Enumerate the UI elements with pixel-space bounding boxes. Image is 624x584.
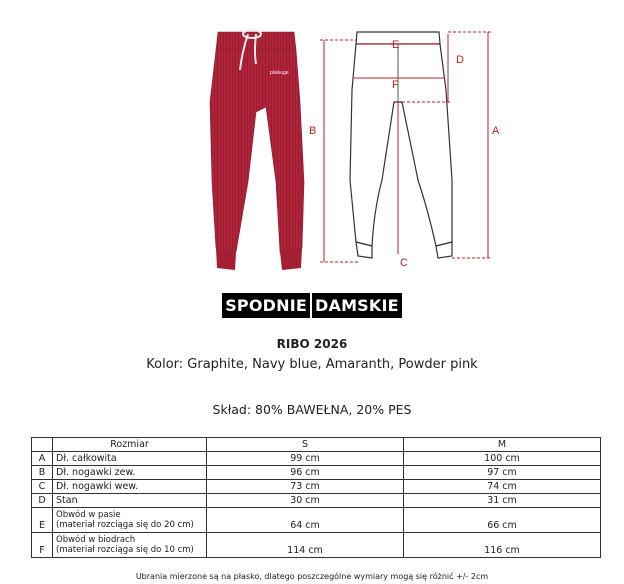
table-row bbox=[32, 533, 601, 558]
header-letter bbox=[32, 438, 53, 452]
row-m: 116 cm bbox=[404, 533, 601, 558]
row-name: Obwód w biodrach bbox=[56, 535, 136, 545]
row-m: 100 cm bbox=[404, 452, 601, 466]
row-s: 64 cm bbox=[207, 508, 404, 533]
row-name-with-note bbox=[53, 508, 207, 533]
model-name: RIBO 2026 bbox=[276, 337, 348, 351]
size-table bbox=[31, 437, 601, 558]
label-f: F bbox=[392, 79, 399, 91]
row-m: 66 cm bbox=[404, 508, 601, 533]
color-list: Kolor: Graphite, Navy blue, Amaranth, Powder pink bbox=[146, 357, 478, 372]
row-name: Dł. nogawki zew. bbox=[53, 466, 207, 480]
row-letter: C bbox=[32, 480, 53, 494]
row-s: 99 cm bbox=[207, 452, 404, 466]
label-c: C bbox=[400, 257, 408, 269]
product-title bbox=[0, 293, 624, 318]
row-s: 96 cm bbox=[207, 466, 404, 480]
row-m: 97 cm bbox=[404, 466, 601, 480]
row-name: Obwód w pasie bbox=[56, 510, 121, 520]
row-name: Dł. całkowita bbox=[53, 452, 207, 466]
row-name-with-note bbox=[53, 533, 207, 558]
table-row bbox=[32, 508, 601, 533]
size-table-header bbox=[32, 438, 601, 452]
row-note: (materiał rozciąga się do 10 cm) bbox=[56, 545, 194, 555]
row-note: (materiał rozciąga się do 20 cm) bbox=[56, 520, 194, 530]
table-row bbox=[32, 452, 601, 466]
brand-tag: plaisuge bbox=[270, 70, 289, 76]
table-row bbox=[32, 494, 601, 508]
technical-drawing bbox=[298, 10, 518, 276]
row-m: 31 cm bbox=[404, 494, 601, 508]
label-a: A bbox=[492, 125, 500, 137]
row-s: 114 cm bbox=[207, 533, 404, 558]
title-word-1: SPODNIE bbox=[222, 293, 310, 318]
label-b: B bbox=[309, 125, 317, 137]
row-name: Dł. nogawki wew. bbox=[53, 480, 207, 494]
label-d: D bbox=[456, 54, 464, 66]
measurement-footnote: Ubrania mierzone są na płasko, dlatego poszczególne wymiary mogą się różnić +/- 2cm bbox=[135, 572, 489, 581]
label-e: E bbox=[392, 39, 400, 51]
row-s: 73 cm bbox=[207, 480, 404, 494]
row-m: 74 cm bbox=[404, 480, 601, 494]
row-letter: B bbox=[32, 466, 53, 480]
table-row bbox=[32, 466, 601, 480]
title-word-2: DAMSKIE bbox=[312, 293, 402, 318]
row-s: 30 cm bbox=[207, 494, 404, 508]
row-letter: A bbox=[32, 452, 53, 466]
row-letter: F bbox=[32, 533, 53, 558]
header-size: Rozmiar bbox=[53, 438, 207, 452]
row-letter: D bbox=[32, 494, 53, 508]
composition: Skład: 80% BAWEŁNA, 20% PES bbox=[212, 402, 412, 417]
header-m: M bbox=[404, 438, 601, 452]
table-row bbox=[32, 480, 601, 494]
header-s: S bbox=[207, 438, 404, 452]
row-letter: E bbox=[32, 508, 53, 533]
row-name: Stan bbox=[53, 494, 207, 508]
